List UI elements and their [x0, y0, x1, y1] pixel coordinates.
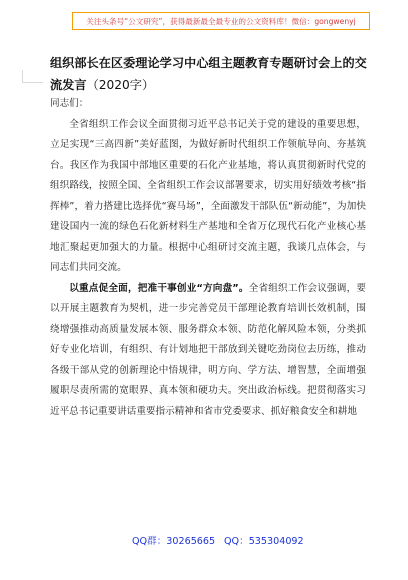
paragraph-section-1	[50, 279, 366, 423]
header-banner: 关注头条号“公文研究”，获得最新最全最专业的公文资料库！微信：gongwenyj	[72, 12, 370, 30]
paragraph-intro: 全省组织工作会议全面贯彻习近平总书记关于党的建设的重要思想，立足实现“三高四新”美好蓝图，为做好新时代组织工作领航导向、夯基筑台。我区作为我国中部地区重要的石化产业基地，将认真贯彻新时代党的组织路线，按照全国、全省组织工作会议部署要求，切实用好绩效考核“指挥棒”，着力搭建比选择优“赛马场”，全面激发干部队伍“新动能”，为加快建设国内一流的绿色石化新材料生产基地和全省万亿现代石化产业核心基地汇聚起更加强大的力量。根据中心组研讨交流主题，我谈几点体会，与同志们共同交流。	[50, 118, 366, 273]
footer-qq-group: QQ群：30265665	[132, 536, 216, 547]
title-main: 组织部长在区委理论学习中心组主题教育专题研讨会上的交流发言	[50, 56, 367, 92]
salutation: 同志们：	[50, 98, 89, 109]
document-body	[50, 94, 366, 422]
footer-contact	[0, 534, 408, 550]
section-text: 全省组织工作会议强调，要以开展主题教育为契机，进一步完善党员干部理论教育培训长效机制，围绕增强推动高质量发展本领、服务群众本领、防范化解风险本领，分类抓好专业化培训，有组织、有计划地把干部放到关键吃劲岗位去历练，推动各级干部从党的创新理论中悟规律，明方向、学方法、增智慧，全面增强履职尽责所需的宽眼界、真本领和硬功夫。突出政治标线。把贯彻落实习近平总书记重要讲话重要指示精神和省市党委要求、抓好粮食安全和耕地	[50, 282, 366, 417]
document-title	[50, 52, 370, 96]
title-word-count: （2020字）	[86, 78, 155, 92]
section-heading: 以重点促全面，把准干事创业“方向盘”。	[69, 282, 249, 294]
corner-mark-decoration	[22, 70, 43, 83]
footer-qq: QQ：535304092	[224, 536, 304, 547]
